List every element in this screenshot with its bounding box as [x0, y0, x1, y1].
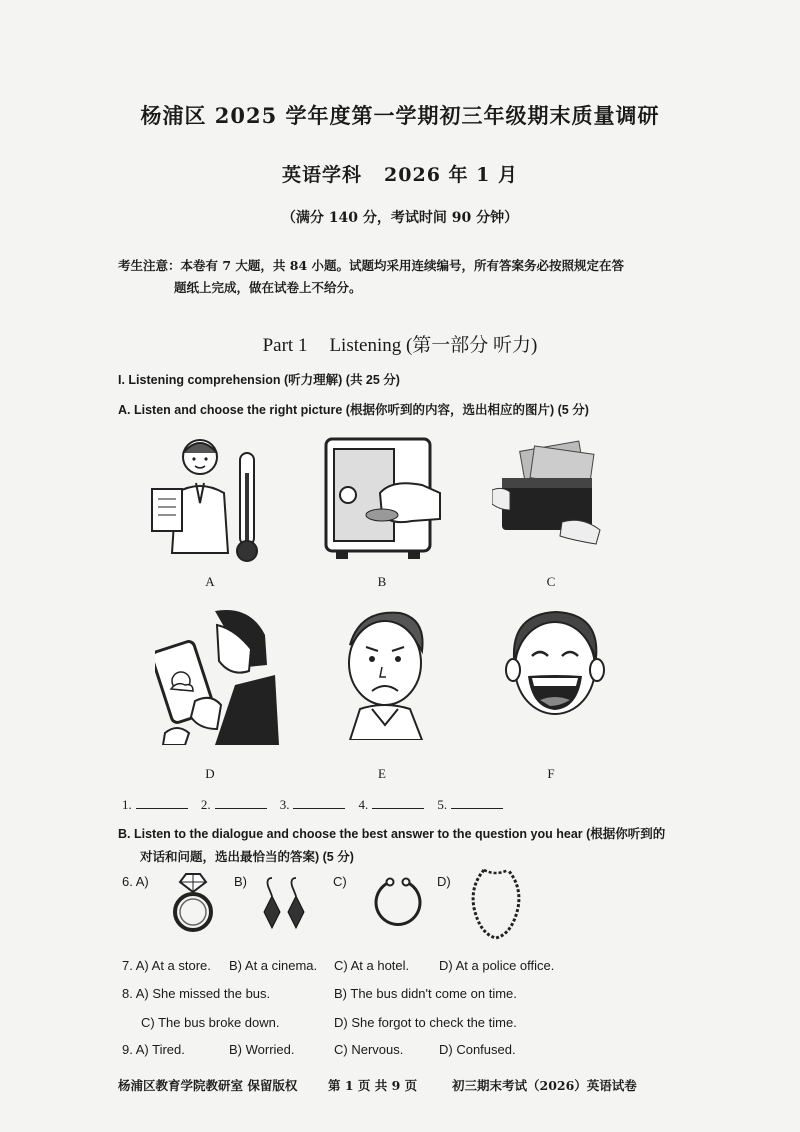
picture-label-e: E [378, 766, 386, 781]
answer-blank-1[interactable] [136, 796, 188, 809]
answer-blank-2[interactable] [215, 796, 267, 809]
score-info: （满分 140 分，考试时间 90 分钟） [281, 210, 519, 226]
picture-label-b: B [377, 574, 387, 589]
answer-blank-3[interactable] [293, 796, 345, 809]
q7-option-d: D) At a police office. [439, 958, 555, 973]
phone-weather-icon [155, 605, 280, 745]
necklace-icon [468, 866, 524, 942]
exam-date: 2026 年 1 月 [384, 164, 518, 186]
q8-number: 8. [122, 986, 133, 1001]
picture-label-f: F [547, 766, 555, 781]
footer-copyright: 杨浦区教育学院教研室 保留版权 [118, 1078, 298, 1093]
ring-icon [170, 870, 216, 934]
section-a-heading: A. Listen and choose the right picture (根据你听到的内容，选出相应的图片) (5 分) [118, 403, 589, 417]
blank-label-5: 5. [437, 797, 448, 812]
earrings-icon [262, 876, 306, 934]
q8-option-d: D) She forgot to check the time. [334, 1015, 517, 1030]
q9-option-b: B) Worried. [229, 1042, 295, 1057]
q6-option-c-label: C) [333, 874, 347, 889]
q7-option-c: C) At a hotel. [334, 958, 410, 973]
q7-option-b: B) At a cinema. [229, 958, 318, 973]
part-heading [0, 330, 800, 357]
blank-label-2: 2. [200, 797, 211, 812]
q9-number-and-a [122, 1042, 185, 1057]
q9-number: 9. [122, 1042, 133, 1057]
wallet-money-icon [492, 440, 607, 550]
doctor-thermometer-icon [150, 433, 270, 563]
notice-line-1: 考生注意：本卷有 7 大题，共 84 小题。试题均采用连续编号，所有答案务必按照规定在答 [118, 258, 625, 273]
subject-line [0, 160, 800, 187]
notice-line-2: 题纸上完成，做在试卷上不给分。 [174, 280, 362, 295]
q6-number: 6. [122, 874, 133, 889]
blank-label-4: 4. [358, 797, 369, 812]
picture-label-c: C [546, 574, 556, 589]
q6-row [122, 874, 149, 889]
subject-name: 英语学科 [282, 164, 363, 186]
q8-option-a: A) She missed the bus. [135, 986, 271, 1001]
q6-option-b-label: B) [234, 874, 247, 889]
page-title: 杨浦区 2025 学年度第一学期初三年级期末质量调研 [140, 103, 660, 128]
safe-icon [322, 433, 442, 563]
q8-option-c: C) The bus broke down. [141, 1015, 280, 1030]
q7-option-a: A) At a store. [135, 958, 211, 973]
section-b-heading-line-2: 对话和问题，选出最恰当的答案) (5 分) [140, 850, 354, 864]
q7-number: 7. [122, 958, 133, 973]
notice [118, 255, 678, 299]
blank-label-3: 3. [279, 797, 290, 812]
laughing-face-icon [500, 608, 610, 738]
answer-blank-4[interactable] [372, 796, 424, 809]
q9-option-a: A) Tired. [135, 1042, 185, 1057]
picture-label-d: D [205, 766, 215, 781]
answer-blanks-row [122, 794, 511, 813]
q7-number-and-a [122, 958, 211, 973]
q6-option-a-label: A) [135, 874, 149, 889]
q8-option-b: B) The bus didn't come on time. [334, 986, 517, 1001]
section-i-heading: I. Listening comprehension (听力理解) (共 25 分) [118, 373, 400, 387]
part-number: Part 1 [262, 335, 308, 356]
worried-face-icon [330, 605, 440, 740]
q8-number-and-a [122, 986, 270, 1001]
answer-blank-5[interactable] [451, 796, 503, 809]
bracelet-icon [372, 876, 424, 932]
q9-option-d: D) Confused. [439, 1042, 516, 1057]
q6-option-d-label: D) [437, 874, 451, 889]
blank-label-1: 1. [122, 797, 132, 812]
footer-exam-name: 初三期末考试（2026）英语试卷 [452, 1078, 637, 1093]
section-b-heading-line-1: B. Listen to the dialogue and choose the best answer to the question you hear (根据你听到的 [118, 827, 666, 841]
footer-page-number: 第 1 页 共 9 页 [328, 1078, 418, 1093]
picture-label-a: A [205, 574, 215, 589]
part-subtitle: Listening (第一部分 听力) [329, 335, 538, 356]
q9-option-c: C) Nervous. [334, 1042, 404, 1057]
